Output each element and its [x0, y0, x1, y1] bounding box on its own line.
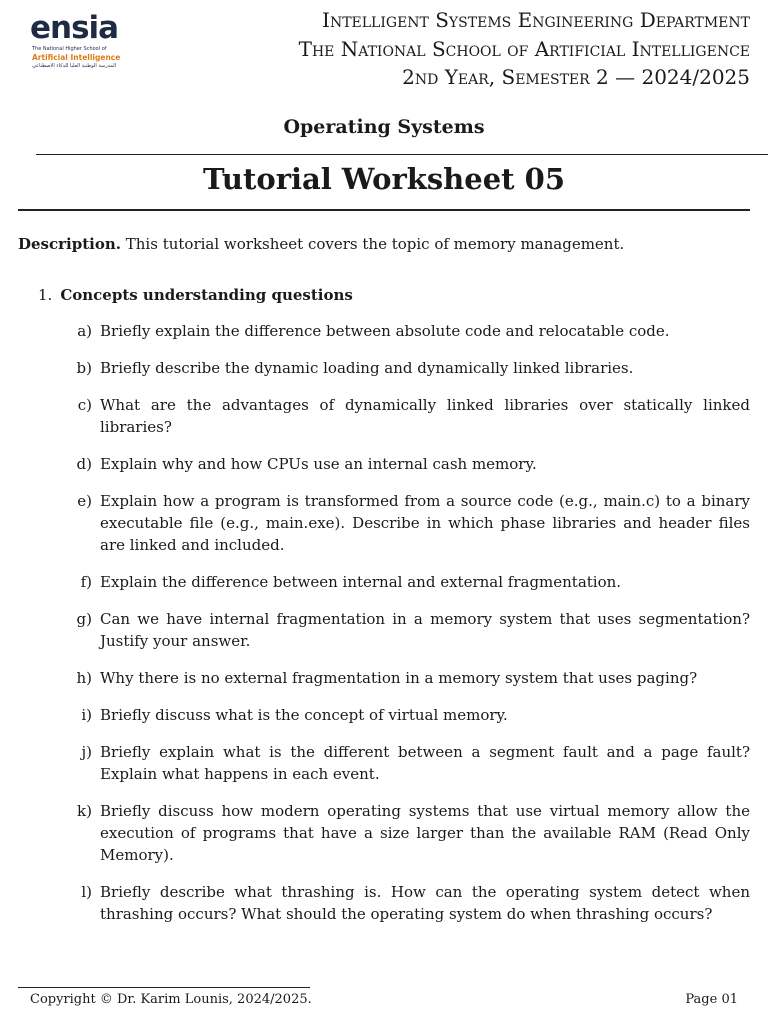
- question-letter: l): [81, 883, 92, 901]
- footer-rule: [18, 987, 310, 988]
- page-number: Page 01: [685, 992, 738, 1007]
- question-item: [60, 608, 750, 652]
- question-text: Why there is no external fragmentation in a memory system that uses paging?: [100, 669, 698, 687]
- question-item: [60, 881, 750, 925]
- question-letter: a): [77, 322, 92, 340]
- header-department: Intelligent Systems Engineering Department: [322, 8, 750, 32]
- question-letter: d): [76, 455, 92, 473]
- question-item: [60, 394, 750, 438]
- question-text: Explain why and how CPUs use an internal cash memory.: [100, 455, 537, 473]
- section-heading: [38, 286, 353, 304]
- question-item: [60, 490, 750, 556]
- question-list: [60, 320, 750, 940]
- document-header: [299, 6, 750, 92]
- description-label: Description.: [18, 235, 121, 253]
- question-text: Briefly describe the dynamic loading and dynamically linked libraries.: [100, 359, 634, 377]
- question-letter: b): [76, 359, 92, 377]
- question-item: [60, 741, 750, 785]
- question-letter: c): [77, 396, 92, 414]
- header-school: The National School of Artificial Intelligence: [298, 36, 750, 61]
- section-title: Concepts understanding questions: [60, 286, 353, 304]
- question-item: [60, 667, 750, 689]
- question-item: [60, 453, 750, 475]
- logo-tagline-1: The National Higher School of: [32, 46, 107, 52]
- question-text: Briefly discuss how modern operating systems that use virtual memory allow the execution of programs that have a size larger than the available RAM (Read Only Memory).: [100, 802, 750, 864]
- divider-bottom: [18, 209, 750, 211]
- question-item: [60, 357, 750, 379]
- question-text: Briefly describe what thrashing is. How can the operating system detect when thrashing occurs? What should the operating system do when thrashing occurs?: [100, 883, 750, 923]
- worksheet-title: Tutorial Worksheet 05: [202, 162, 566, 196]
- question-text: Explain how a program is transformed from a source code (e.g., main.c) to a binary executable file (e.g., main.exe). Describe in which phase libraries and header files are linked and included.: [100, 492, 750, 554]
- question-text: Explain the difference between internal and external fragmentation.: [100, 573, 622, 591]
- question-text: Briefly discuss what is the concept of virtual memory.: [100, 706, 508, 724]
- logo-tagline-2: Artificial Intelligence: [32, 53, 121, 62]
- description: [18, 234, 750, 254]
- question-text: Briefly explain the difference between absolute code and relocatable code.: [100, 322, 670, 340]
- question-text: What are the advantages of dynamically linked libraries over statically linked libraries?: [100, 396, 750, 436]
- description-text: This tutorial worksheet covers the topic of memory management.: [125, 235, 625, 253]
- logo-wordmark: ensia: [30, 10, 119, 46]
- footer-copyright: Copyright © Dr. Karim Lounis, 2024/2025.: [30, 992, 312, 1007]
- ensia-logo: [30, 12, 130, 82]
- question-item: [60, 571, 750, 593]
- question-letter: j): [81, 743, 92, 761]
- question-letter: f): [80, 573, 92, 591]
- question-letter: g): [76, 610, 92, 628]
- section-number: 1.: [38, 286, 53, 304]
- question-text: Can we have internal fragmentation in a memory system that uses segmentation? Justify your answer.: [100, 610, 750, 650]
- divider-top: [36, 154, 768, 155]
- question-letter: i): [81, 706, 92, 724]
- question-letter: k): [77, 802, 92, 820]
- question-text: Briefly explain what is the different between a segment fault and a page fault? Explain what happens in each event.: [100, 743, 750, 783]
- question-letter: e): [77, 492, 92, 510]
- course-name: Operating Systems: [283, 116, 485, 138]
- question-item: [60, 320, 750, 342]
- question-item: [60, 800, 750, 866]
- header-year-semester: 2nd Year, Semester 2 — 2024/2025: [402, 65, 750, 89]
- logo-tagline-arabic: المدرسة الوطنية العليا للذكاء الاصطناعي: [32, 63, 117, 69]
- question-item: [60, 704, 750, 726]
- question-letter: h): [76, 669, 92, 687]
